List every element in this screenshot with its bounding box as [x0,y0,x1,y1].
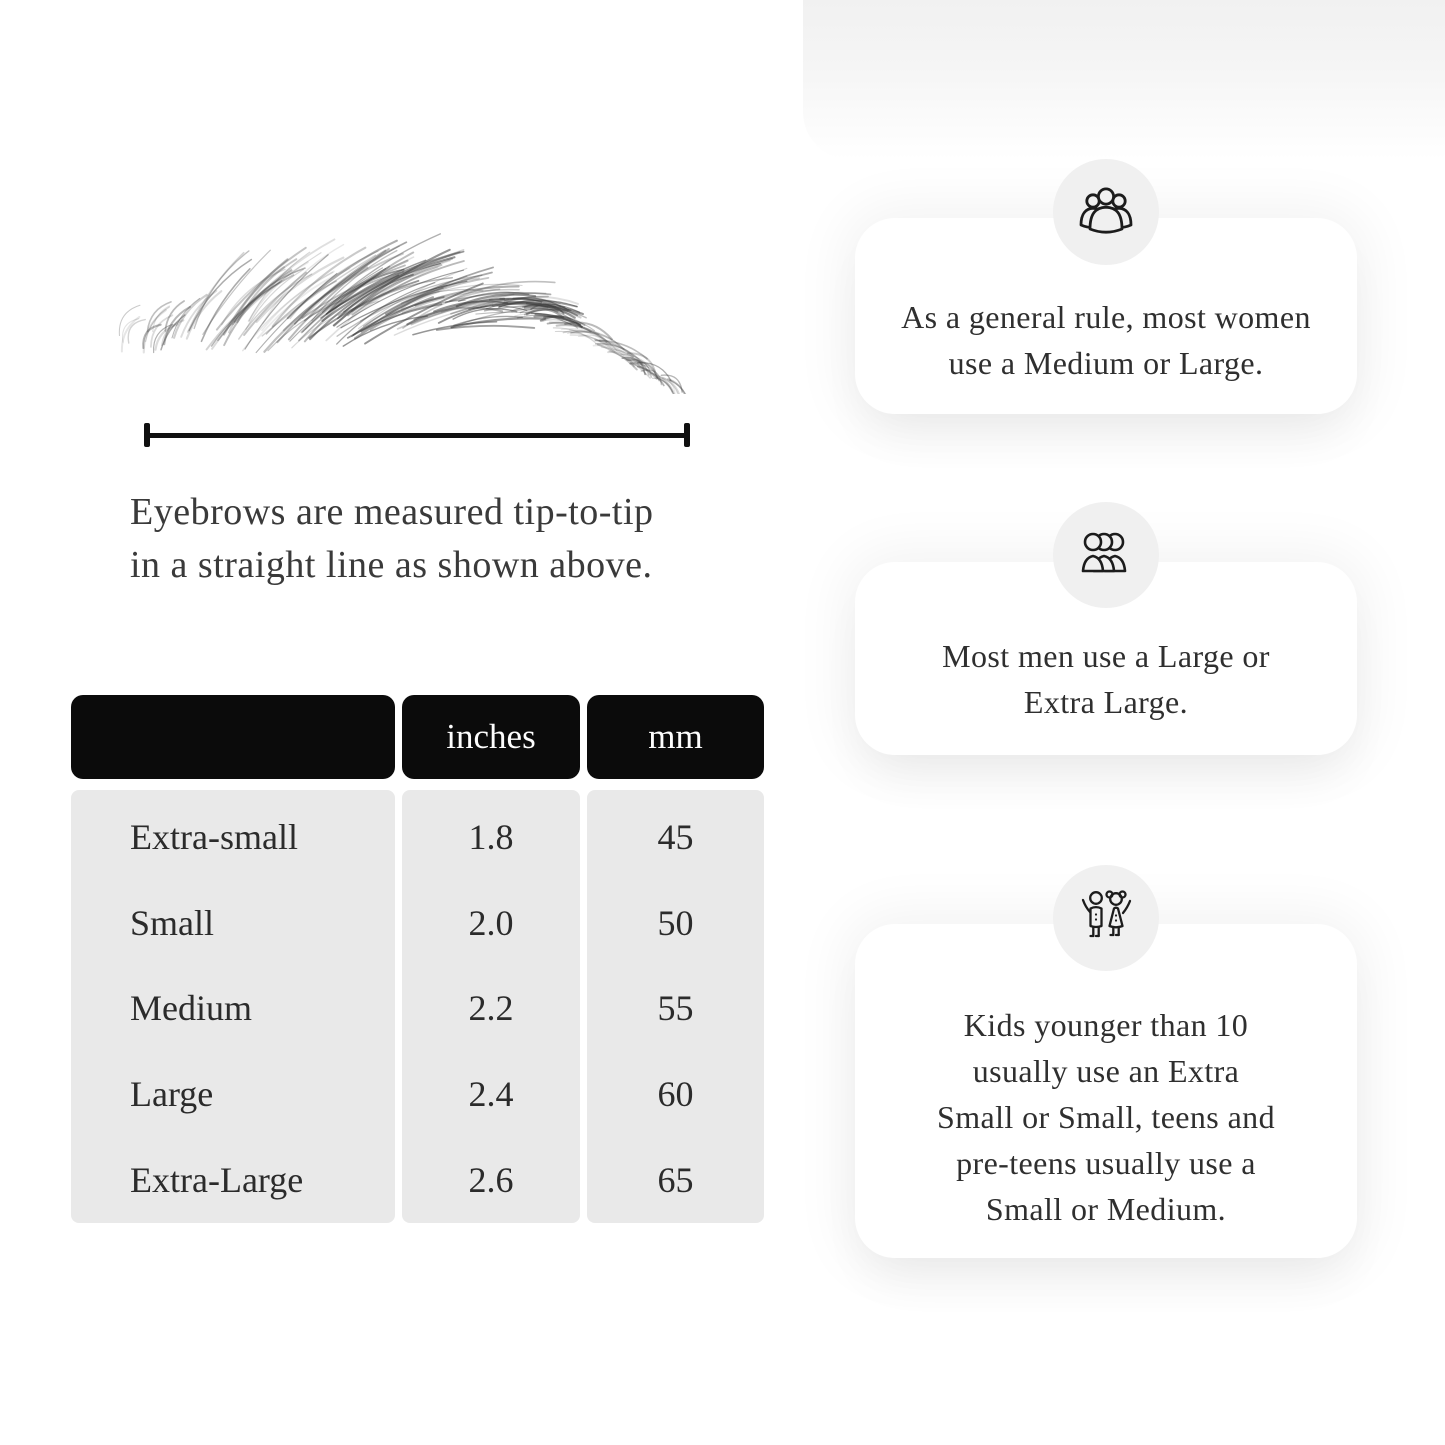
man-figure-front [1083,534,1103,571]
size-col-header [71,695,395,779]
eyebrow-sketch-svg [112,222,697,394]
card-text-line: As a general rule, most women [901,299,1311,335]
men-group-icon [1074,523,1138,587]
inches-value: 2.6 [468,1160,514,1201]
mm-value: 65 [657,1160,694,1201]
girl-figure [1107,892,1131,936]
card-women-text [901,294,1311,386]
mm-value: 50 [657,902,694,943]
inches-value: 2.2 [468,988,514,1029]
measure-tick-right [684,423,690,447]
inches-column [402,790,580,1223]
boy-figure [1083,892,1102,936]
card-text-line: Most men use a Large or [942,637,1270,674]
measurement-line [144,423,690,447]
card-text-line: Extra Large. [1023,683,1189,720]
card-men-badge [1053,502,1159,608]
card-text-line: Small or Small, teens and [937,1099,1275,1135]
kids-icon [1074,886,1138,950]
background-wash [803,0,1445,160]
women-group-icon [1074,180,1138,244]
inches-value: 1.8 [468,816,514,857]
table-row-label: Medium [130,988,252,1029]
table-row-label: Large [130,1074,214,1115]
mm-value: 60 [657,1074,694,1115]
card-kids [855,924,1357,1258]
table-row-label: Extra-small [130,816,298,857]
measurement-caption [130,486,740,592]
measure-bar [146,433,688,438]
card-text-line: usually use an Extra [972,1053,1240,1089]
card-men-text [942,633,1270,725]
mm-col-header: mm [587,695,764,779]
card-women-badge [1053,159,1159,265]
card-text-line: use a Medium or Large. [948,345,1264,381]
card-kids-text [937,1002,1275,1232]
card-text-line: Small or Medium. [985,1191,1227,1227]
card-text-line: Kids younger than 10 [963,1007,1249,1043]
eyebrow-illustration [112,222,697,394]
caption-line-2: in a straight line as shown above. [130,544,653,586]
mm-value: 45 [657,816,694,857]
mm-value: 55 [657,988,694,1029]
inches-value: 2.4 [468,1074,514,1115]
men-figures [1083,534,1125,571]
card-text-line: pre-teens usually use a [956,1145,1256,1181]
table-row-label: Extra-Large [130,1160,304,1201]
caption-line-1: Eyebrows are measured tip-to-tip [130,491,654,533]
size-label-column [71,790,395,1223]
table-row-label: Small [130,902,215,943]
inches-col-header: inches [402,695,580,779]
inches-value: 2.0 [468,902,514,943]
mm-column [587,790,764,1223]
card-kids-badge [1053,865,1159,971]
